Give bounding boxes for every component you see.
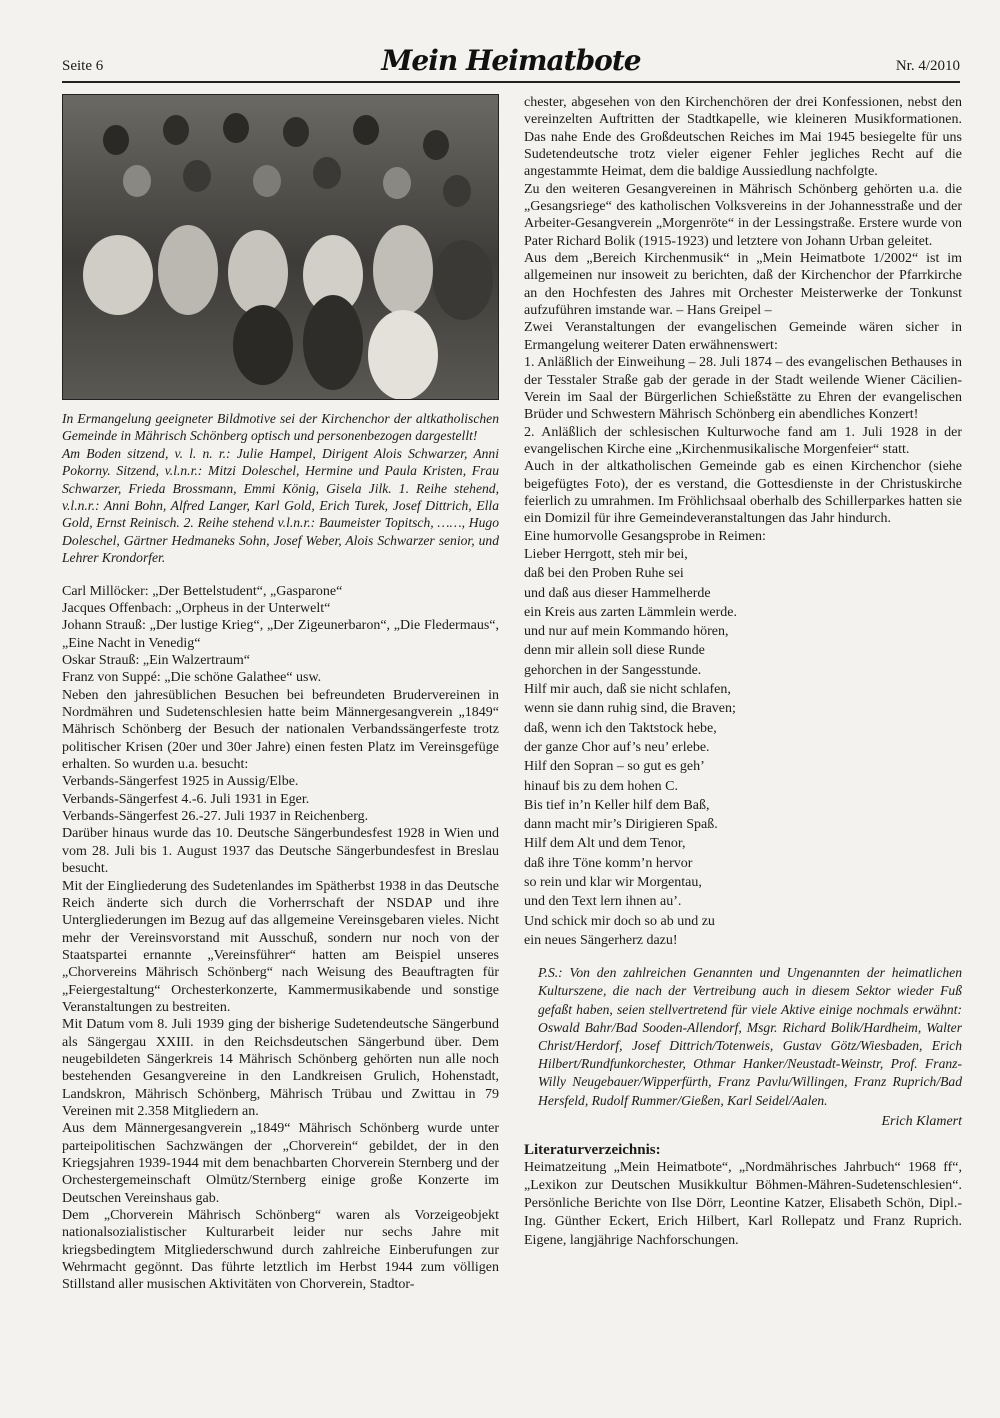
poem-line: der ganze Chor auf’s neu’ erlebe. [524,739,710,755]
paragraph: Verbands-Sängerfest 26.-27. Juli 1937 in Reichenberg. [62,809,369,825]
paragraph: Carl Millöcker: „Der Bettelstudent“, „Gasparone“ [62,583,343,599]
paragraph: Eine humorvolle Gesangsprobe in Reimen: [524,528,766,544]
photo-caption [62,410,499,567]
poem-line: daß, wenn ich den Taktstock hebe, [524,720,717,736]
left-article-text [62,583,499,1294]
poem [524,545,962,950]
paragraph: Verbands-Sängerfest 4.-6. Juli 1931 in Eger. [62,791,310,807]
page-number: Seite 6 [62,58,104,74]
paragraph: chester, abgesehen von den Kirchenchören der drei Konfessionen, nebst den vereinzelten Auftritten der Stadtkapelle, wie kleineren Musikformationen. Das nahe Ende des Großdeutschen Reiches im Mai 1945 besiegelte für uns Sudetendeutsche trotz vieler eigener Fehler jegliches Recht auf die angestammte Heimat, dem die baldige Aussiedlung nachfolgte. [524,95,962,180]
caption-names: Am Boden sitzend, v. l. n. r.: Julie Hampel, Dirigent Alois Schwarzer, Anni Pokorny. Sitzend, v.l.n.r.: Mitzi Doleschel, Hermine und Paula Kristen, Frau Schwarzer, Frieda Brossmann, Emmi König, Gisela Jilk. 1. Reihe stehend, v.l.n.r.: Anni Bohn, Alfred Langer, Karl Gold, Erich Turek, Josef Dittrich, Ella Gold, Ernst Reinisch. 2. Reihe stehend v.l.n.r.: Baumeister Topitsch, ……, Hugo Doleschel, Gärtner Hedmaneks Sohn, Josef Weber, Alois Schwarzer senior, und Lehrer Krondorfer. [62,445,499,566]
caption-intro: In Ermangelung geeigneter Bildmotive sei der Kirchenchor der altkatholischen Gemeinde in Mährisch Schönberg optisch und personenbezogen dargestellt! [62,411,499,444]
paragraph: 1. Anläßlich der Einweihung – 28. Juli 1874 – des evangelischen Bethauses in der Tesstaler Straße gab der gerade in der Stadt weilende Wiener Cäcilien-Verein im Saal der Bürgerlichen Schießstätte zu Ehren der evangelischen Brüder und Schwestern Mährisch Schönberg ein abendliches Konzert! [524,355,962,423]
paragraph: Aus dem Männergesangverein „1849“ Mährisch Schönberg wurde unter parteipolitischen Sachzwängen der „Chorverein“ gebildet, der in den Kriegsjahren 1939-1944 mit dem benachbarten Chorverein Sternberg und der Orchestergemeinschaft Olmütz/Sternberg einige große Konzerte im Deutschen Vereinshaus gab. [62,1121,499,1206]
right-article-text [524,94,962,545]
paragraph: 2. Anläßlich der schlesischen Kulturwoche fand am 1. Juli 1928 in der evangelischen Kirche eine „Kirchenmusikalische Morgenfeier“ statt. [524,424,962,457]
poem-line: Hilf mir auch, daß sie nicht schlafen, [524,682,731,698]
header-rule [62,81,960,83]
left-column [62,94,499,1294]
masthead [62,44,960,80]
paragraph: Neben den jahresüblichen Besuchen bei befreundeten Brudervereinen in Nordmähren und Sudetenschlesien hatte beim Männergesangverein „1849“ Mährisch Schönberg der Besuch der nationalen Verbandssängerfeste trotz politischer Krisen (20er und 30er Jahre) einen festen Platz im Vereinsgefüge erhalten. So wurden u.a. besucht: [62,687,499,773]
paragraph: Jacques Offenbach: „Orpheus in der Unterwelt“ [62,601,331,616]
poem-line: so rein und klar wir Morgentau, [524,874,702,890]
bibliography-text: Heimatzeitung „Mein Heimatbote“, „Nordmährisches Jahrbuch“ 1968 ff“, „Lexikon zur Deutschen Musikkultur Böhmen-Mähren-Sudetenschlesien“. Persönliche Berichte von Ilse Dörr, Leontine Katzer, Elisabeth Schön, Dipl.-Ing. Günther Eckert, Erich Hilbert, Karl Rollepatz und Franz Ruprich. Eigene, langjährige Nachforschungen. [524,1159,962,1248]
paragraph: Dem „Chorverein Mährisch Schönberg“ waren als Vorzeigeobjekt nationalsozialistischer Kulturarbeit leider nur sechs Jahre mit kriegsbedingtem Mitgliederschwund durch zahlreiche Einberufungen zur Wehrmacht gegönnt. Das führte letztlich im Herbst 1944 zum völligen Stillstand aller musischen Aktivitäten von Chorverein, Stadtor- [62,1208,499,1293]
paragraph: Darüber hinaus wurde das 10. Deutsche Sängerbundesfest 1928 in Wien und vom 28. Juli bis 1. August 1937 das Deutsche Sängerbundesfest in Breslau besucht. [62,826,499,877]
poem-line: dann macht mir’s Dirigieren Spaß. [524,817,718,833]
poem-line: daß ihre Töne komm’n hervor [524,855,693,871]
paragraph: Mit der Eingliederung des Sudetenlandes im Spätherbst 1938 in das Deutsche Reich änderte sich durch die Vorherrschaft der NSDAP und ihre Untergliederungen im Bezug auf das allgemeine Vereinsgebaren vieles. Nicht mehr der Vereinsvorstand mit Ausschuß, sondern nur noch von der Staatspartei ernannte „Vereinsführer“ hatten am Beispiel unseres „Chorvereins Mährisch Schönberg“ nach Weisung des Beauftragten für „Feiergestaltung“ Orchesterkonzerte, Kammermusikabende und sonstige Veranstaltungen zu bestreiten. [62,878,499,1015]
poem-line: ein Kreis aus zarten Lämmlein werde. [524,604,738,620]
paragraph: Zwei Veranstaltungen der evangelischen Gemeinde wären sicher in Ermangelung weiterer Daten erwähnenswert: [524,320,962,353]
paragraph: Auch in der altkatholischen Gemeinde gab es einen Kirchenchor (siehe beigefügtes Foto), der es verstand, die Gottesdienste in der Christuskirche feierlich zu umrahmen. Im Fröhlichsaal oberhalb des Schillerparkes hatten sie ein Domizil für ihre Gemeindeveranstaltungen das Jahr hindurch. [524,459,962,527]
poem-line: Bis tief in’n Keller hilf dem Baß, [524,797,710,813]
paragraph: Verbands-Sängerfest 1925 in Aussig/Elbe. [62,774,299,790]
poem-line: und daß aus dieser Hammelherde [524,585,711,601]
poem-line: daß bei den Proben Ruhe sei [524,566,684,582]
newspaper-title: Mein Heimatbote [381,44,641,77]
poem-line: denn mir allein soll diese Runde [524,643,705,659]
paragraph: Johann Strauß: „Der lustige Krieg“, „Der Zigeunerbaron“, „Die Fledermaus“, „Eine Nacht in Venedig“ [62,618,499,651]
poem-line: Hilf dem Alt und dem Tenor, [524,836,686,852]
poem-line: ein neues Sängerherz dazu! [524,932,678,948]
poem-line: wenn sie dann ruhig sind, die Braven; [524,701,736,717]
paragraph: Aus dem „Bereich Kirchenmusik“ in „Mein Heimatbote 1/2002“ ist im allgemeinen nur insoweit zu berichten, daß der Kirchenchor der Pfarrkirche an den Hochfesten des Jahres mit Orchester Meisterwerke der Tonkunst aufzuführen imstande war. – Hans Greipel – [524,251,962,319]
paragraph: Zu den weiteren Gesangvereinen in Mährisch Schönberg gehörten u.a. die „Gesangsriege“ des katholischen Volksvereins in der Johannesstraße und der Arbeiter-Gesangverein „Morgenröte“ in der Lessingstraße. Erstere wurde von Pater Richard Bolik (1915-1923) und letztere von Johann Urban geleitet. [524,181,962,249]
paragraph: Mit Datum vom 8. Juli 1939 ging der bisherige Sudetendeutsche Sängerbund als Sängergau XXIII. in den Reichsdeutschen Sängerbund über. Dem neugebildeten Sängerkreis 14 Mährisch Schönberg gehörten nun alle noch bestehenden Gesangvereine in den Landkreisen Grulich, Hohenstadt, Landskron, Mährisch Schönberg, Mährisch Trübau und Zwittau in 79 Vereinen mit 2.358 Mitgliedern an. [62,1017,499,1119]
poem-line: hinauf bis zu dem hohen C. [524,778,678,794]
paragraph: Franz von Suppé: „Die schöne Galathee“ usw. [62,670,322,686]
bibliography-heading: Literaturverzeichnis: [524,1141,661,1158]
poem-line: Hilf den Sopran – so gut es geh’ [524,759,705,775]
postscript: P.S.: Von den zahlreichen Genannten und Ungenannten der heimatlichen Kulturszene, die nach der Vertreibung auch in diesem Sektor wieder Fuß gefaßt haben, seien stellvertretend für viele Aktive einige nochmals erwähnt: Oswald Bahr/Bad Sooden-Allendorf, Msgr. Richard Bolik/Hardheim, Walter Christ/Herdorf, Josef Dittrich/Totenweis, Gustav Götz/Wiesbaden, Erich Hilbert/Rundfunkorchester, Othmar Hanker/Neustadt-Weinstr, Prof. Franz-Willy Neugebauer/Wipperfürth, Franz Pavlu/Willingen, Franz Ruprich/Bad Hersfeld, Rudolf Rummer/Gießen, Karl Seidel/Aalen. [538,965,962,1108]
poem-line: Lieber Herrgott, steh mir bei, [524,546,688,562]
poem-line: und den Text lern ihnen au’. [524,894,682,910]
poem-line: Und schick mir doch so ab und zu [524,913,715,929]
right-column [524,94,962,1250]
choir-photo [62,94,499,400]
poem-line: gehorchen in der Sangesstunde. [524,662,702,678]
issue-number: Nr. 4/2010 [895,58,960,74]
poem-line: und nur auf mein Kommando hören, [524,624,729,640]
paragraph: Oskar Strauß: „Ein Walzertraum“ [62,653,250,669]
author-signature: Erich Klamert [881,1113,962,1129]
